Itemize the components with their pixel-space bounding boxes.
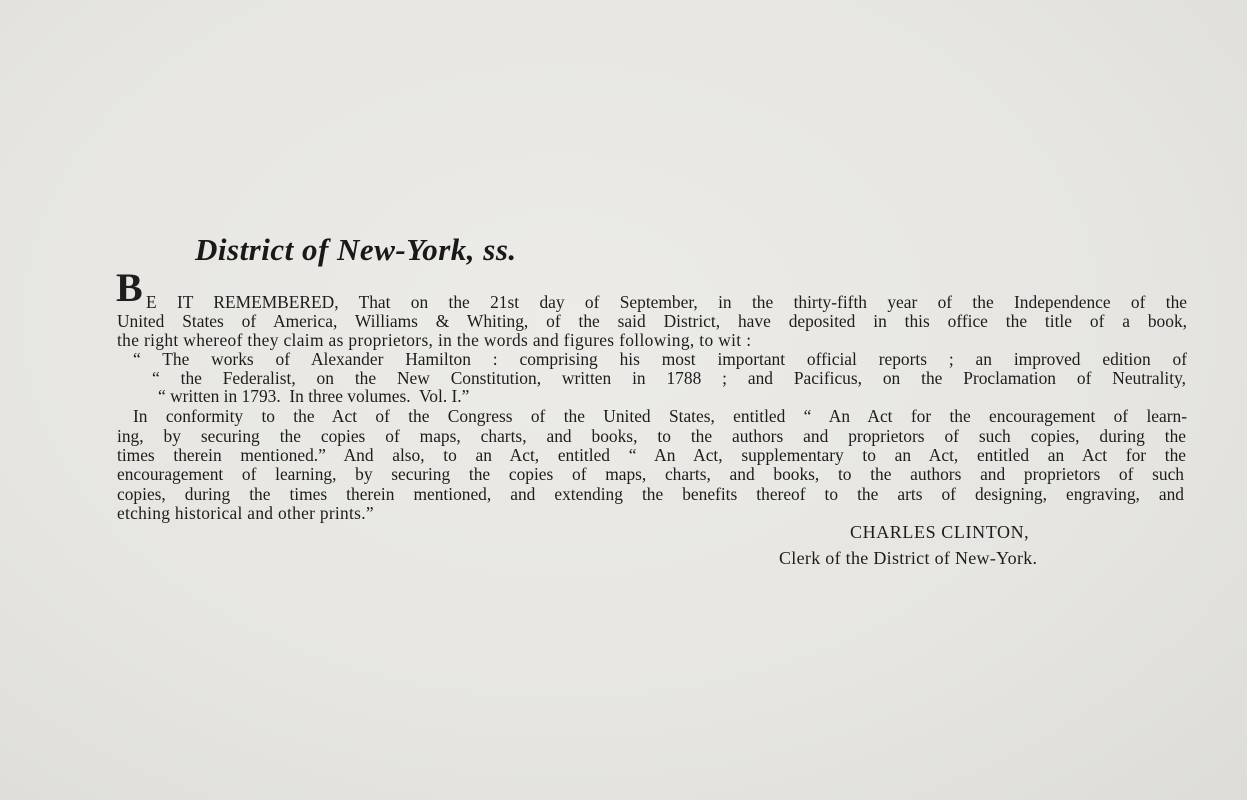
body-line: times therein mentioned.” And also, to an Act, entitled “ An Act, supplementary to an Act, entitled an Act for the (117, 445, 1186, 465)
signature-name: CHARLES CLINTON, (850, 522, 1030, 542)
body-line: United States of America, Williams & Whiting, of the said District, have deposited in this office the title of a book, (117, 311, 1187, 331)
body-line: “ written in 1793. In three volumes. Vol. I.” (158, 386, 470, 406)
body-line: the right whereof they claim as proprietors, in the words and figures following, to wit : (117, 330, 752, 350)
document-title: District of New-York, ss. (195, 232, 517, 267)
signature-title: Clerk of the District of New-York. (779, 548, 1038, 568)
drop-initial: B (116, 265, 143, 310)
body-line: E IT REMEMBERED, That on the 21st day of September, in the thirty-fifth year of the Independence of the (146, 292, 1187, 312)
body-line: “ the Federalist, on the New Constitution, written in 1788 ; and Pacificus, on the Proclamation of Neutrality, (152, 368, 1186, 388)
body-line: ing, by securing the copies of maps, charts, and books, to the authors and proprietors of such copies, during the (117, 426, 1186, 446)
body-line: encouragement of learning, by securing the copies of maps, charts, and books, to the authors and proprietors of such (117, 464, 1184, 484)
body-line: copies, during the times therein mentioned, and extending the benefits thereof to the arts of designing, engraving, and (117, 484, 1184, 504)
body-line: etching historical and other prints.” (117, 503, 374, 523)
body-line: “ The works of Alexander Hamilton : comprising his most important official reports ; an improved edition of (133, 349, 1187, 369)
body-line: In conformity to the Act of the Congress of the United States, entitled “ An Act for the encouragement of learn- (133, 406, 1187, 426)
